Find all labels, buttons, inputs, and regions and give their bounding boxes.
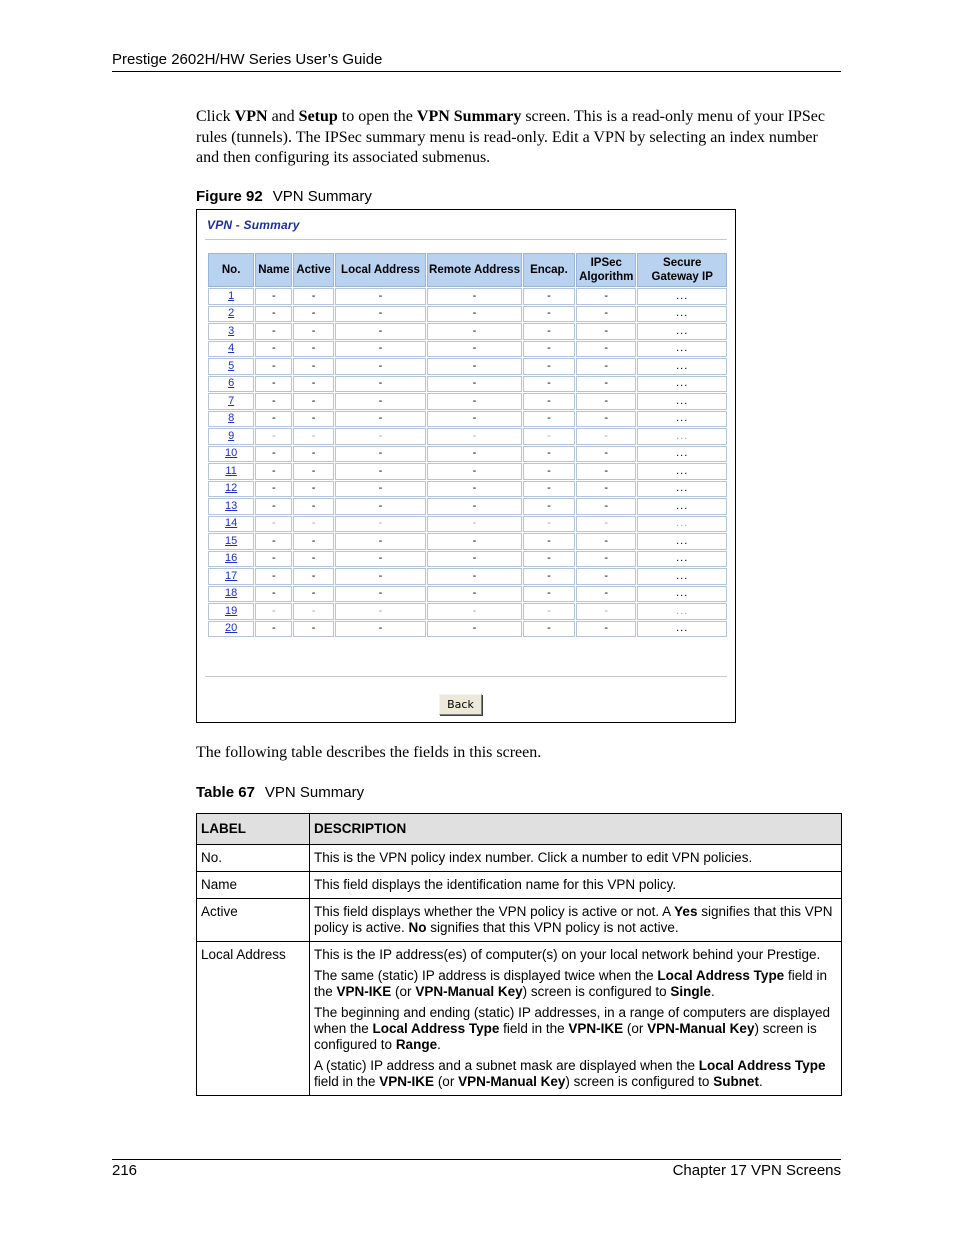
- screen-title: VPN - Summary: [207, 218, 300, 232]
- table-label: Table 67: [196, 784, 255, 801]
- table-row: 1 - - - - - - ...: [208, 288, 727, 305]
- screen-title-rule: [205, 239, 727, 240]
- policy-index-link[interactable]: 6: [228, 377, 235, 390]
- table-row: 12 - - - - - - ...: [208, 481, 727, 498]
- col-header-active: Active: [293, 253, 333, 287]
- field-description: This is the IP address(es) of computer(s) on your local network behind your Prestige. The same (static) IP address is displayed twice when the Local Address Type field in the VPN-IKE (or VPN-Manual Key) screen is configured to Single. The beginning and ending (static) IP addresses, in a range of computers are displayed when the Local Address Type field in the VPN-IKE (or VPN-Manual Key) screen is configured to Range. A (static) IP address and a subnet mask are displayed when the Local Address Type field in the VPN-IKE (or VPN-Manual Key) screen is configured to Subnet.: [310, 942, 842, 1096]
- table-row: 2 - - - - - - ...: [208, 306, 727, 323]
- table-header-row: [208, 253, 727, 287]
- footer-rule: [112, 1159, 841, 1160]
- policy-index-link[interactable]: 2: [228, 307, 235, 320]
- policy-index-link[interactable]: 18: [225, 587, 238, 600]
- policy-index-link[interactable]: 10: [225, 447, 238, 460]
- policy-index-link[interactable]: 14: [225, 517, 238, 530]
- col-header-label: LABEL: [197, 814, 310, 845]
- running-header: Prestige 2602H/HW Series User’s Guide: [112, 51, 383, 68]
- table-header-row: [197, 814, 842, 845]
- field-description: This field displays whether the VPN policy is active or not. A Yes signifies that this VPN policy is active. No signifies that this VPN policy is not active.: [310, 899, 842, 942]
- figure-caption-text: VPN Summary: [272, 188, 372, 205]
- table-row: 18 - - - - - - ...: [208, 586, 727, 603]
- table-row: [197, 899, 842, 942]
- table-row: 9 - - - - - - ...: [208, 428, 727, 445]
- table-row: 16 - - - - - - ...: [208, 551, 727, 568]
- col-header-description: DESCRIPTION: [310, 814, 842, 845]
- table-row: 3 - - - - - - ...: [208, 323, 727, 340]
- policy-index-link[interactable]: 7: [228, 394, 235, 407]
- table-caption-text: VPN Summary: [264, 784, 365, 801]
- table-row: [197, 845, 842, 872]
- policy-index-link[interactable]: 8: [228, 412, 235, 425]
- table-row: 7 - - - - - - ...: [208, 393, 727, 410]
- screen-bottom-rule: [205, 676, 727, 677]
- policy-index-link[interactable]: 9: [228, 429, 235, 442]
- policy-index-link[interactable]: 3: [228, 324, 235, 337]
- col-header-no: No.: [208, 253, 254, 287]
- figure-label: Figure 92: [196, 188, 263, 205]
- page-number: 216: [112, 1162, 138, 1179]
- policy-index-link[interactable]: 20: [225, 622, 238, 635]
- policy-index-link[interactable]: 1: [228, 289, 235, 302]
- policy-index-link[interactable]: 13: [225, 499, 238, 512]
- table-row: 8 - - - - - - ...: [208, 411, 727, 428]
- field-label: Local Address: [197, 942, 310, 1096]
- table-row: 6 - - - - - - ...: [208, 376, 727, 393]
- table-caption: [196, 784, 364, 801]
- field-label: Name: [197, 872, 310, 899]
- policy-index-link[interactable]: 17: [225, 569, 238, 582]
- policy-index-link[interactable]: 12: [225, 482, 238, 495]
- policy-index-link[interactable]: 15: [225, 534, 238, 547]
- table-row: 13 - - - - - - ...: [208, 498, 727, 515]
- table-row: 15 - - - - - - ...: [208, 533, 727, 550]
- policy-index-link[interactable]: 16: [225, 552, 238, 565]
- field-label: No.: [197, 845, 310, 872]
- vpn-summary-screenshot: [196, 209, 736, 723]
- field-description: This field displays the identification name for this VPN policy.: [310, 872, 842, 899]
- back-button[interactable]: Back: [439, 694, 482, 715]
- table-row: [197, 872, 842, 899]
- table-row: 10 - - - - - - ...: [208, 446, 727, 463]
- chapter-title: Chapter 17 VPN Screens: [672, 1162, 841, 1179]
- table-intro-text: The following table describes the fields in this screen.: [196, 744, 542, 761]
- intro-paragraph: Click VPN and Setup to open the VPN Summary screen. This is a read-only menu of your IPSec rules (tunnels). The IPSec summary menu is read-only. Edit a VPN by selecting an index number and then configuring its associated submenus.: [196, 108, 825, 166]
- table-row: [197, 942, 842, 1096]
- col-header-encap: Encap.: [523, 253, 575, 287]
- col-header-local-address: Local Address: [335, 253, 427, 287]
- col-header-remote-address: Remote Address: [427, 253, 522, 287]
- table-row: 19 - - - - - - ...: [208, 603, 727, 620]
- table-row: 20 - - - - - - ...: [208, 621, 727, 638]
- policy-index-link[interactable]: 19: [225, 604, 238, 617]
- table-row: 4 - - - - - - ...: [208, 341, 727, 358]
- table-row: 14 - - - - - - ...: [208, 516, 727, 533]
- field-description-table: [196, 813, 842, 1096]
- policy-index-link[interactable]: 4: [228, 342, 235, 355]
- figure-caption: [196, 188, 372, 205]
- table-row: 5 - - - - - - ...: [208, 358, 727, 375]
- table-row: 11 - - - - - - ...: [208, 463, 727, 480]
- vpn-summary-table: [207, 252, 728, 638]
- col-header-ipsec-algorithm: IPSec Algorithm: [576, 253, 636, 287]
- field-label: Active: [197, 899, 310, 942]
- policy-index-link[interactable]: 5: [228, 359, 235, 372]
- col-header-secure-gateway-ip: Secure Gateway IP: [637, 253, 727, 287]
- header-rule: [112, 71, 841, 72]
- col-header-name: Name: [255, 253, 292, 287]
- table-row: 17 - - - - - - ...: [208, 568, 727, 585]
- field-description: This is the VPN policy index number. Click a number to edit VPN policies.: [310, 845, 842, 872]
- policy-index-link[interactable]: 11: [225, 464, 237, 477]
